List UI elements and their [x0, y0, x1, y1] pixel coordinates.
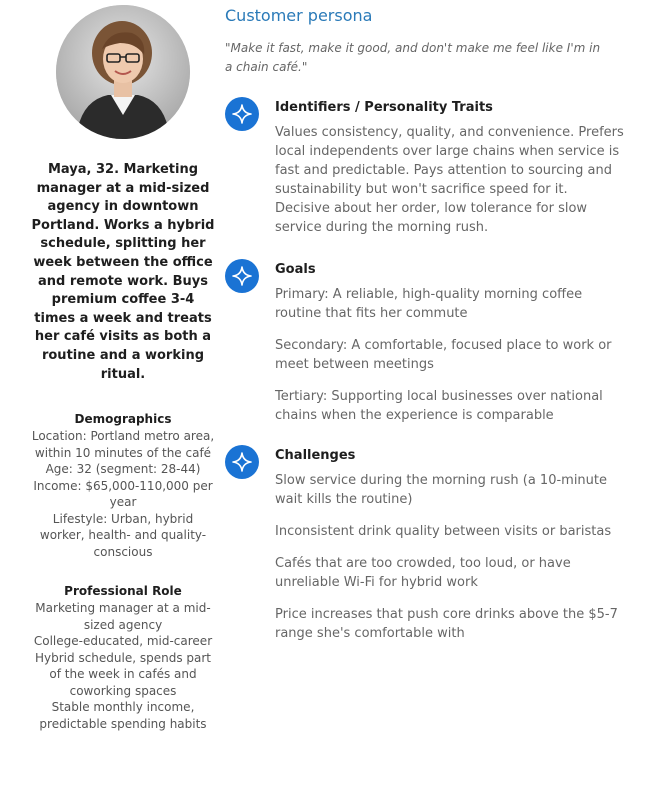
professional-role-title: Professional Role: [64, 584, 182, 599]
persona-bio: Maya, 32. Marketing manager at a mid-sized agency in downtown Portland. Works a hybrid schedule, splitting her week between the office and remote work. Buys premium coffee 3-4 times a week and treats her café visits as both a routine and a working ritual.: [31, 162, 215, 382]
challenge-item: Slow service during the morning rush (a 10-minute wait kills the routine): [275, 473, 608, 507]
role-line: Stable monthly income, predictable spending habits: [39, 700, 207, 731]
sparkle-icon: [225, 97, 259, 131]
role-line: College-educated, mid-career: [33, 634, 213, 649]
persona-sidebar: [30, 0, 216, 732]
demographics-income: Income: $65,000-110,000 per year: [33, 478, 213, 510]
section-text: Values consistency, quality, and convenience. Prefers local independents over large chains when service is fast and predictable. Pays attention to sourcing and sustainability but won't sacrifice speed for it. Decisive about her order, low tolerance for slow service during the morning rush.: [275, 125, 624, 235]
goal-tertiary: Tertiary: Supporting local businesses over national chains when the experience is comparable: [275, 389, 603, 423]
role-line: Marketing manager at a mid-sized agency: [35, 601, 211, 632]
section-title: Identifiers / Personality Traits: [275, 100, 493, 115]
section-identifiers: [225, 97, 625, 237]
demographics-age: Age: 32 (segment: 28-44): [45, 462, 201, 477]
section-title: Challenges: [275, 448, 356, 463]
demographics-location: Location: Portland metro area, within 10 minutes of the café: [31, 429, 215, 460]
page-title: Customer persona: [225, 6, 373, 25]
challenge-item: Inconsistent drink quality between visits or baristas: [275, 524, 612, 539]
persona-quote: "Make it fast, make it good, and don't make me feel like I'm in a chain café.": [225, 41, 601, 74]
role-line: Hybrid schedule, spends part of the week in cafés and coworking spaces: [35, 650, 211, 698]
goal-secondary: Secondary: A comfortable, focused place to work or meet between meetings: [275, 338, 612, 372]
goal-primary: Primary: A reliable, high-quality morning coffee routine that fits her commute: [275, 287, 583, 321]
section-goals: [225, 259, 625, 425]
section-challenges: [225, 445, 625, 643]
sparkle-icon: [225, 259, 259, 293]
sparkle-icon: [225, 445, 259, 479]
avatar: [56, 5, 190, 139]
demographics-title: Demographics: [74, 412, 172, 427]
portrait-photo: [56, 5, 190, 139]
section-title: Goals: [275, 262, 316, 277]
challenge-item: Price increases that push core drinks above the $5-7 range she's comfortable with: [275, 607, 618, 641]
persona-main: [225, 0, 625, 643]
challenge-item: Cafés that are too crowded, too loud, or have unreliable Wi-Fi for hybrid work: [275, 556, 571, 590]
demographics-lifestyle: Lifestyle: Urban, hybrid worker, health- and quality-conscious: [39, 511, 207, 559]
